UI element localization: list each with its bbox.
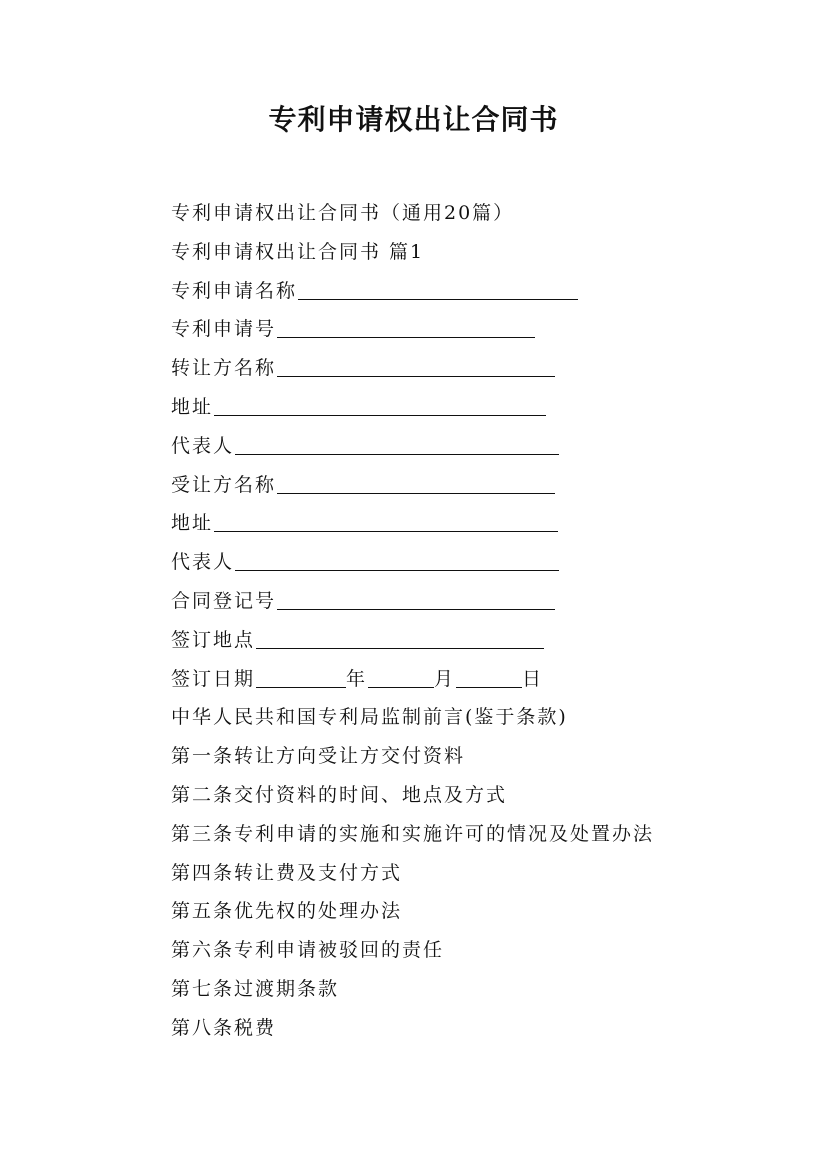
section-heading: 专利申请权出让合同书 篇1 xyxy=(171,240,425,263)
fill-in-blank xyxy=(256,665,346,688)
fill-in-blank xyxy=(277,587,555,610)
field-label: 专利申请名称 xyxy=(171,279,298,302)
fill-in-blank xyxy=(298,277,578,300)
fill-in-blank xyxy=(277,354,555,377)
article-line: 第五条优先权的处理办法 xyxy=(171,900,403,923)
fill-in-blank xyxy=(456,665,522,688)
fill-in-blank xyxy=(368,665,434,688)
field-assignee-rep xyxy=(171,543,791,582)
field-assignor-rep xyxy=(171,427,791,466)
fill-in-blank xyxy=(214,509,558,532)
field-signing-date xyxy=(171,660,791,699)
document-body xyxy=(171,194,791,1048)
field-assignor-name xyxy=(171,349,791,388)
fill-in-blank xyxy=(214,393,546,416)
field-label: 合同登记号 xyxy=(171,589,277,612)
day-label: 日 xyxy=(522,667,544,690)
year-label: 年 xyxy=(346,667,368,690)
article-line: 第八条税费 xyxy=(171,1016,277,1039)
supervision-line: 中华人民共和国专利局监制前言(鉴于条款) xyxy=(171,706,568,729)
fill-in-blank xyxy=(235,548,559,571)
article-line: 第二条交付资料的时间、地点及方式 xyxy=(171,783,508,806)
fill-in-blank xyxy=(235,432,559,455)
field-application-name xyxy=(171,272,791,311)
document-subtitle: 专利申请权出让合同书（通用20篇） xyxy=(171,202,515,224)
field-label: 专利申请号 xyxy=(171,318,277,341)
fill-in-blank xyxy=(277,315,535,338)
fill-in-blank xyxy=(256,626,544,649)
field-label: 地址 xyxy=(171,395,214,418)
field-label: 代表人 xyxy=(171,551,235,574)
field-signing-place xyxy=(171,621,791,660)
field-assignee-address xyxy=(171,504,791,543)
document-title: 专利申请权出让合同书 xyxy=(268,103,559,136)
field-label: 转让方名称 xyxy=(171,357,277,380)
field-label: 代表人 xyxy=(171,434,235,457)
article-line: 第四条转让费及支付方式 xyxy=(171,861,403,884)
fill-in-blank xyxy=(277,471,555,494)
article-line: 第六条专利申请被驳回的责任 xyxy=(171,939,445,962)
article-line: 第七条过渡期条款 xyxy=(171,977,340,1000)
field-assignee-name xyxy=(171,466,791,505)
field-label: 地址 xyxy=(171,512,214,535)
field-label: 签订日期 xyxy=(171,667,256,690)
field-application-no xyxy=(171,310,791,349)
field-label: 签订地点 xyxy=(171,628,256,651)
field-label: 受让方名称 xyxy=(171,473,277,496)
field-assignor-address xyxy=(171,388,791,427)
month-label: 月 xyxy=(434,667,456,690)
article-line: 第一条转让方向受让方交付资料 xyxy=(171,745,466,768)
field-contract-reg-no xyxy=(171,582,791,621)
article-line: 第三条专利申请的实施和实施许可的情况及处置办法 xyxy=(171,822,655,845)
